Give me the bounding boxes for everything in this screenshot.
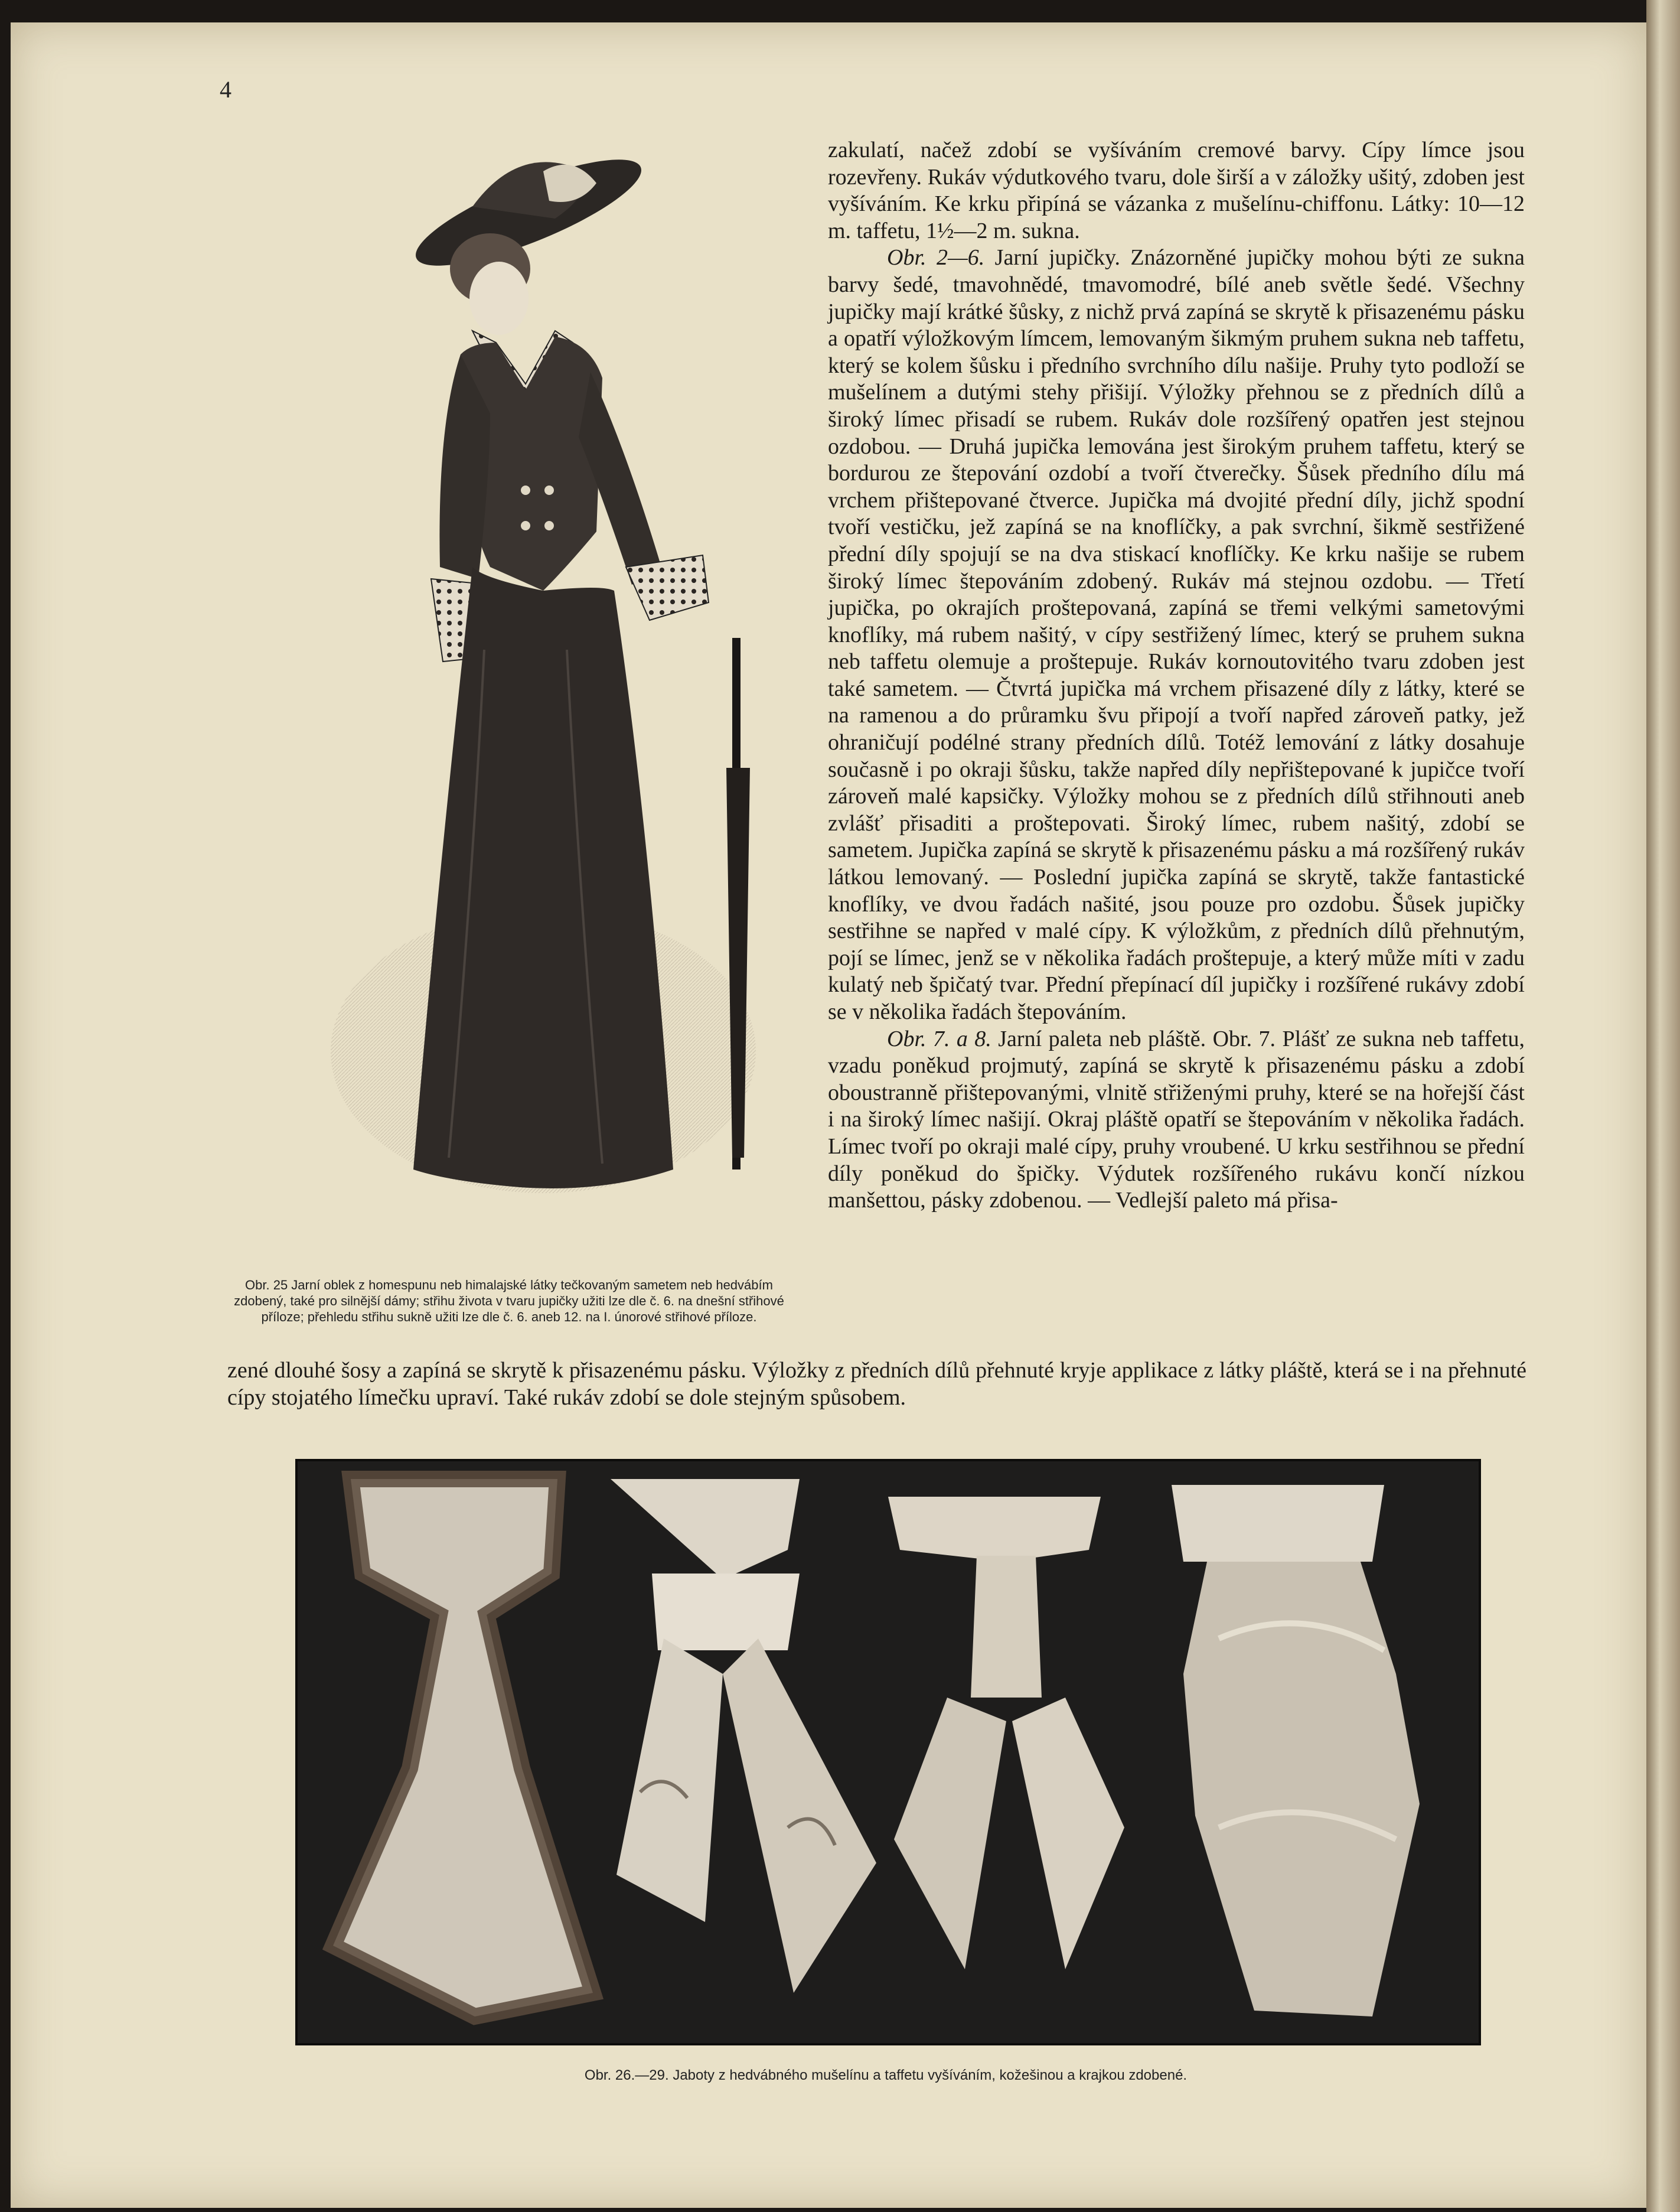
figure-25-caption: Obr. 25 Jarní oblek z homespunu neb himalajské látky tečkovaným sametem neb hedvábím zdobený, také pro silnější dámy; střihu života v tvaru jupičky užiti lze dle č. 6. na dnešní střihové příloze; přehledu střihu sukně užiti lze dle č. 6. aneb 12. na I. únorové střihové příloze.: [234, 1278, 784, 1324]
paragraph-2-body: Jarní jupičky. Znázorněné jupičky mohou býti ze sukna barvy šedé, tmavohnědé, tmavomodré, bílé aneb světle šedé. Všechny jupičky mají krátké šůsky, z nichž prvá zapíná se skrytě k přisazenému pásku a opatří výložkovým límcem, lemovaným šikmým pruhem sukna neb taffetu, který se kolem šůsku i předního svrchního dílu našije. Pruhy tyto podloží se mušelínem a dutými stehy přišijí. Výložky přehnou se z předních dílů a široký límec přisadí se rubem. Rukáv dole rozšířený opatřen jest stejnou ozdobou. — Druhá jupička lemována jest širokým pruhem taffetu, který se bordurou ze štepování ozdobí a tvoří čtverečky. Šůsek předního dílu má vrchem přištepované čtverce. Jupička má dvojité přední díly, jichž spodní tvoří vestičku, jež zapíná se na knoflíčky, a pak svrchní, šikmě sestřižené přední díly spojují se na dva stiskací knoflíčky. Ke krku našije se rubem široký límec štepováním zdobený. Rukáv má stejnou ozdobu. — Třetí jupička, po okrajích proštepovaná, zapíná se třemi velkými sametovými knoflíky, má rubem našitý, v cípy sestřižený límec, který se pruhem sukna neb taffetu olemuje a proštepuje. Rukáv kornoutovitého tvaru zdoben jest také sametem. — Čtvrtá jupička má vrchem přisazené díly z látky, které se na ramenou a do průramku švu připojí a tvoří napřed zároveň patky, jež ohraničují podélné strany předních dílů. Totéž lemování z látky dosahuje současně i po okraji šůsku, takže napřed díly nepřištepované k jupičce tvoří zároveň malé kapsičky. Výložky mohou se z předních dílů střihnouti aneb zvlášť přisaditi a proštepovati. Široký límec, rubem našitý, zdobí se sametem. Jupička zapíná se skrytě k přisazenému pásku a má rozšířený rukáv látkou lemovaný. — Poslední jupička zapíná se skrytě, takže fantastické knoflíky, ve dvou řadách našité, jsou pouze pro ozdobu. Šůsek jupičky sestřihne se napřed v malé cípy. K výložkům, z předních dílů přehnutým, pojí se límec, jenž se v několika řadách proštepuje, a který může míti v zadu kulatý neb špičatý tvar. Přední přepínací díl jupičky i rozšířené rukávy zdobí se v několika řadách štepováním.: [828, 245, 1525, 1024]
book-spine: [1646, 0, 1680, 2212]
article-column-text: [828, 137, 1525, 1214]
paragraph-3: [828, 1026, 1525, 1214]
figure-ref-2-6: Obr. 2—6.: [887, 245, 985, 271]
figure-25-illustration: [295, 118, 779, 1240]
page-number: 4: [220, 76, 231, 103]
paragraph-3-body: Jarní paleta neb pláště. Obr. 7. Plášť ze sukna neb taffetu, vzadu poněkud projmutý, zapíná se skrytě k přisazenému pásku a zdobí oboustranně přištepovanými, vlnitě střiženými pruhy, které se na hořejší část i na široký límec našijí. Okraj pláště opatří se štepováním v několika řadách. Límec tvoří po okraji malé cípy, pruhy vroubené. U krku sestřihnou se přední díly poněkud do špičky. Výdutek rozšířeného rukávu končí nízkou manšettou, pásky zdobenou. — Vedlejší paleto má přisa-: [828, 1026, 1525, 1213]
figure-26-29-photo: [295, 1459, 1481, 2045]
figure-ref-7-8: Obr. 7. a 8.: [887, 1026, 991, 1051]
paragraph-1: zakulatí, načež zdobí se vyšíváním cremové barvy. Cípy límce jsou rozevřeny. Rukáv výdutkového tvaru, dole širší a v záložky ušitý, zdoben jest vyšíváním. Ke krku připíná se vázanka z mušelínu-chiffonu. Látky: 10—12 m. taffetu, 1½—2 m. sukna.: [828, 138, 1525, 243]
figure-26-29-caption: Obr. 26.—29. Jaboty z hedvábného mušelínu a taffetu vyšíváním, kožešinou a krajkou zdobené.: [584, 2067, 1188, 2083]
full-width-paragraph: zené dlouhé šosy a zapíná se skrytě k přisazenému pásku. Výložky z předních dílů přehnuté kryje applikace z látky pláště, která se i na přehnuté cípy stojatého límečku upraví. Také rukáv zdobí se dole stejným spůsobem.: [227, 1358, 1526, 1410]
paragraph-2: [828, 245, 1525, 1025]
